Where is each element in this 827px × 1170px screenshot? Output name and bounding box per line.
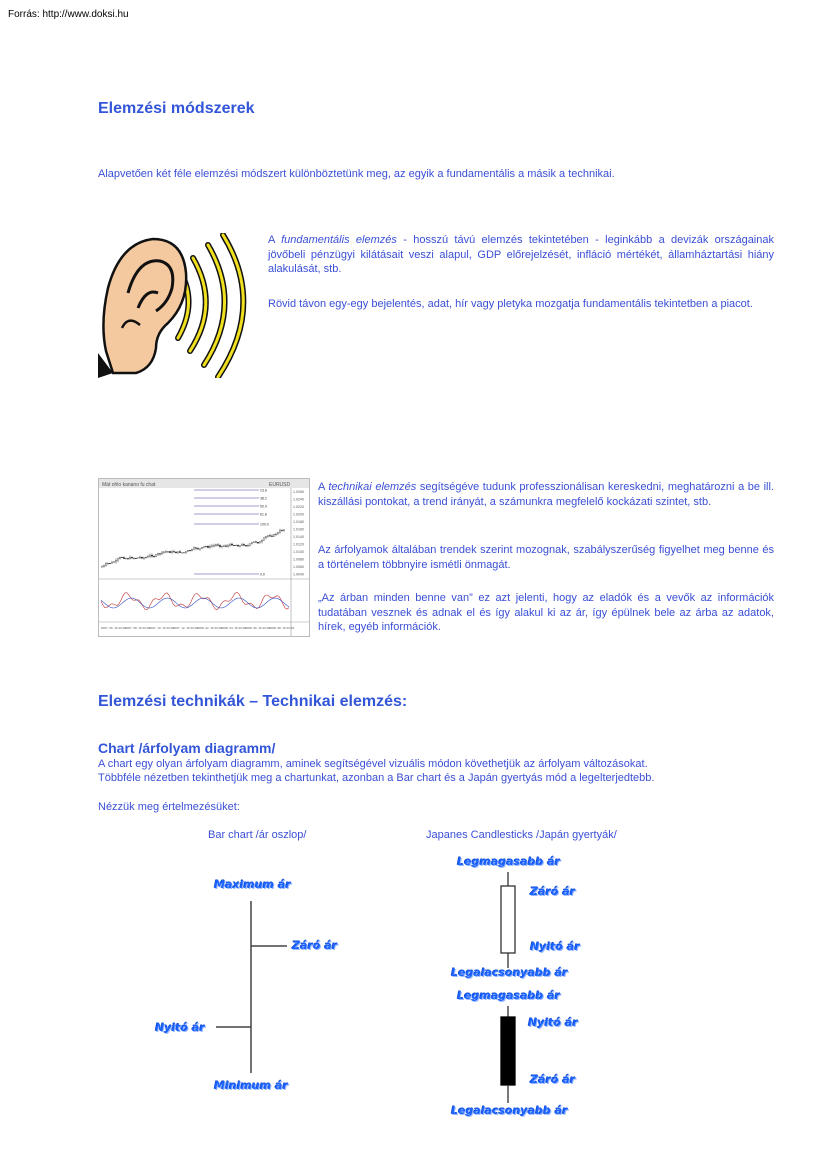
mini-fib-label: 50.0 <box>260 504 267 509</box>
mini-price-label: 1.0240 <box>293 497 304 502</box>
section-title-methods: Elemzési módszerek <box>98 100 255 117</box>
mini-candle-body <box>187 550 188 551</box>
mini-candle-body <box>263 538 264 540</box>
down-low-label: Legalacsonyabb ár <box>451 1104 568 1117</box>
mini-candle-body <box>129 557 130 559</box>
mini-candle-body <box>193 548 194 550</box>
mini-date-label: 2008. 04. 15 22:00 <box>221 626 247 630</box>
mini-candle-body <box>125 558 126 559</box>
mini-candle-body <box>139 557 140 558</box>
mini-candle-body <box>145 557 146 558</box>
mini-candle-body <box>165 552 166 553</box>
mini-candle-body <box>237 545 238 546</box>
mini-price-label: 1.0260 <box>293 490 304 494</box>
technical-text: segítségéve tudunk professzionálisan kereskedni, meghatározni a be ill. kiszállási pontokat, a trend irányát, a számunkra megfelelő kockázati szintet, stb. <box>318 481 774 508</box>
fundamental-prefix: A <box>268 234 282 246</box>
down-high-label: Legmagasabb ár <box>457 989 560 1002</box>
up-close-label: Záró ár <box>530 885 576 898</box>
mini-candle-body <box>279 530 280 532</box>
technical-chart-image <box>98 478 310 637</box>
mini-candle-body <box>167 551 168 552</box>
mini-candle-body <box>225 546 226 547</box>
mini-candle-body <box>269 536 270 537</box>
mini-fib-label: 0.0 <box>260 572 265 577</box>
bar-min-label: Minimum ár <box>214 1079 288 1092</box>
mini-candle-body <box>199 549 200 550</box>
mini-price-label: 1.0040 <box>293 572 304 577</box>
mini-date-label: 2008. 02. 15 22:00 <box>197 626 223 630</box>
mini-candle-body <box>213 545 214 546</box>
mini-candle-body <box>161 552 162 554</box>
fundamental-text: - hosszú távú elemzés tekintetében - leginkább a devizák országainak jövőbeli pénzügyi kilátásait veszi alapul, GDP előrejelzését, infláció mértékét, államháztartási hiány alakulását, stb. <box>268 234 774 275</box>
mini-candle-body <box>233 545 234 546</box>
mini-price-label: 1.0100 <box>293 550 304 554</box>
down-close-label: Záró ár <box>530 1073 576 1086</box>
mini-candle-body <box>201 547 202 548</box>
mini-candle-body <box>121 557 122 558</box>
mini-candle-body <box>173 551 174 552</box>
mini-candle-body <box>273 534 274 536</box>
section-title-techniques: Elemzési technikák – Technikai elemzés: <box>98 693 408 710</box>
chart-line-3: Nézzük meg értelmezésüket: <box>98 801 240 813</box>
technical-prefix: A <box>318 481 329 493</box>
fundamental-paragraph-2: Rövid távon egy-egy bejelentés, adat, hír vagy pletyka mozgatja fundamentális tekintetben a piacot. <box>268 298 753 310</box>
mini-candle-body <box>109 563 110 564</box>
mini-candle-body <box>203 547 204 548</box>
mini-candle-body <box>267 536 268 537</box>
mini-fib-label: 38.2 <box>260 496 267 501</box>
mini-candle-body <box>169 551 170 552</box>
mini-candle-body <box>221 546 222 547</box>
mini-fib-label: 100.0 <box>260 522 269 527</box>
mini-candle-body <box>151 555 152 556</box>
up-low-label: Legalacsonyabb ár <box>451 966 568 979</box>
mini-fib-label: 61.8 <box>260 512 267 517</box>
technical-term: technikai elemzés <box>328 481 417 493</box>
ear-image <box>98 233 268 378</box>
mini-candle-body <box>209 546 210 547</box>
mini-date-label: 2008. 08. 15 22:00 <box>269 626 295 630</box>
mini-candle-body <box>249 544 250 546</box>
bar-chart-caption: Bar chart /ár oszlop/ <box>208 829 307 841</box>
mini-candle-body <box>227 546 228 547</box>
mini-price-label: 1.0200 <box>293 512 304 517</box>
mini-date-label: 2007. 06. 15 22:00 <box>101 626 127 630</box>
mini-candle-body <box>253 542 254 543</box>
mini-candle-body <box>197 548 198 549</box>
fundamental-term: fundamentális elemzés <box>281 234 397 246</box>
up-candle-body <box>501 886 515 953</box>
mini-candle-body <box>259 542 260 543</box>
mini-candle-body <box>219 545 220 546</box>
mini-candle-body <box>117 559 118 561</box>
mini-candle-body <box>163 552 164 553</box>
technical-chart-svg <box>99 479 309 636</box>
mini-price-label: 1.0180 <box>293 520 304 524</box>
mini-candle-body <box>119 557 120 558</box>
mini-candle-body <box>179 552 180 553</box>
mini-candle-body <box>245 545 246 546</box>
technical-paragraph-1 <box>318 480 774 509</box>
fundamental-paragraph-1 <box>268 233 774 277</box>
mini-candle-body <box>223 546 224 547</box>
candles-caption: Japanes Candlesticks /Japán gyertyák/ <box>426 829 617 841</box>
mini-candle-body <box>103 565 104 566</box>
mini-price-label: 1.0060 <box>293 565 304 569</box>
chart-line-1: A chart egy olyan árfolyam diagramm, aminek segítségével vizuális módon követhetjük az árfolyam változásokat. <box>98 758 648 770</box>
up-open-label: Nyitó ár <box>530 940 580 953</box>
bar-open-label: Nyitó ár <box>155 1021 205 1034</box>
mini-candle-body <box>183 552 184 553</box>
mini-fib-label: 23.6 <box>260 488 267 493</box>
mini-price-label: 1.0140 <box>293 535 304 539</box>
mini-candle-body <box>205 546 206 547</box>
mini-candle-body <box>271 536 272 537</box>
mini-candle-body <box>239 546 240 547</box>
mini-candle-body <box>189 550 190 551</box>
down-candle-body <box>501 1017 515 1085</box>
mini-candle-body <box>127 558 128 559</box>
intro-paragraph: Alapvetően két féle elemzési módszert különböztetünk meg, az egyik a fundamentális a másik a technikai. <box>98 168 615 180</box>
mini-candle-body <box>141 557 142 558</box>
mini-candle-body <box>243 544 244 545</box>
down-open-label: Nyitó ár <box>528 1016 578 1029</box>
chart-line-2: Többféle nézetben tekinthetjük meg a chartunkat, azonban a Bar chart és a Japán gyertyás mód a legelterjedtebb. <box>98 772 655 784</box>
mini-candle-body <box>277 532 278 534</box>
mini-candle-body <box>255 542 256 543</box>
mini-candle-body <box>235 545 236 546</box>
mini-candle-body <box>133 558 134 559</box>
mini-candle-body <box>147 556 148 557</box>
mini-candle-body <box>143 558 144 559</box>
mini-candle-body <box>281 530 282 531</box>
mini-price-label: 1.0160 <box>293 527 304 532</box>
source-label: Forrás: http://www.doksi.hu <box>8 9 129 20</box>
mini-candle-body <box>275 534 276 535</box>
mini-candle-body <box>105 564 106 566</box>
mini-candle-body <box>175 552 176 553</box>
mini-candle-body <box>261 540 262 542</box>
mini-date-label: 2008. 06. 15 22:00 <box>245 626 271 630</box>
mini-candle-body <box>211 546 212 547</box>
bar-chart-diagram <box>150 870 370 1100</box>
mini-candle-body <box>137 558 138 559</box>
mini-candle-body <box>231 544 232 545</box>
mini-candle-body <box>135 558 136 559</box>
mini-candle-body <box>207 546 208 547</box>
mini-candle-body <box>159 554 160 555</box>
mini-candle-body <box>283 530 284 531</box>
mini-candle-body <box>195 548 196 549</box>
bar-close-label: Záró ár <box>292 939 338 952</box>
up-high-label: Legmagasabb ár <box>457 855 560 868</box>
mini-candle-body <box>113 562 114 563</box>
mini-price-label: 1.0080 <box>293 557 304 562</box>
technical-paragraph-2: Az árfolyamok általában trendek szerint mozognak, szabályszerűség figyelhet meg benne és a történelem többnyire ismétli önmagát. <box>318 544 774 571</box>
mini-date-label: 2007. 12. 15 22:00 <box>173 626 199 630</box>
mini-candle-body <box>265 536 266 537</box>
mini-candle-body <box>149 555 150 556</box>
mini-date-label: 2007. 08. 15 22:00 <box>125 626 151 630</box>
mini-candle-body <box>247 545 248 546</box>
mini-candle-body <box>251 543 252 544</box>
mini-candle-body <box>217 545 218 546</box>
mini-candle-body <box>115 560 116 562</box>
mini-candle-body <box>123 557 124 558</box>
technical-paragraph-3: „Az árban minden benne van” ez azt jelenti, hogy az eladók és a vevők az információk tudatában vesznek és adnak el és így alakul ki az ár, így épülnek bele az árba az adatok, hírek, egyéb információk. <box>318 592 774 633</box>
mini-candle-body <box>257 542 258 543</box>
mini-candle-body <box>155 555 156 557</box>
mini-chart-ticker: EURUSD <box>269 482 291 488</box>
mini-candle-body <box>131 557 132 558</box>
mini-candle-body <box>171 551 172 552</box>
mini-candle-body <box>111 562 112 563</box>
mini-chart-header: Mát ohlo kanano fu chat <box>102 482 156 488</box>
mini-candle-body <box>157 554 158 555</box>
mini-candle-body <box>107 563 108 564</box>
bar-max-label: Maximum ár <box>214 878 291 891</box>
mini-candle-body <box>215 545 216 546</box>
mini-candle-body <box>101 567 102 568</box>
mini-price-label: 1.0220 <box>293 505 304 509</box>
ear-illustration <box>98 233 268 378</box>
mini-date-label: 2007. 10. 15 22:00 <box>149 626 175 630</box>
mini-candle-body <box>177 552 178 553</box>
mini-candle-body <box>241 544 242 545</box>
mini-candle-body <box>229 544 230 546</box>
mini-candle-body <box>185 552 186 553</box>
mini-candle-body <box>191 549 192 550</box>
mini-candle-body <box>153 556 154 557</box>
chart-subtitle: Chart /árfolyam diagramm/ <box>98 740 276 756</box>
mini-price-label: 1.0120 <box>293 542 304 547</box>
mini-candle-body <box>181 553 182 554</box>
